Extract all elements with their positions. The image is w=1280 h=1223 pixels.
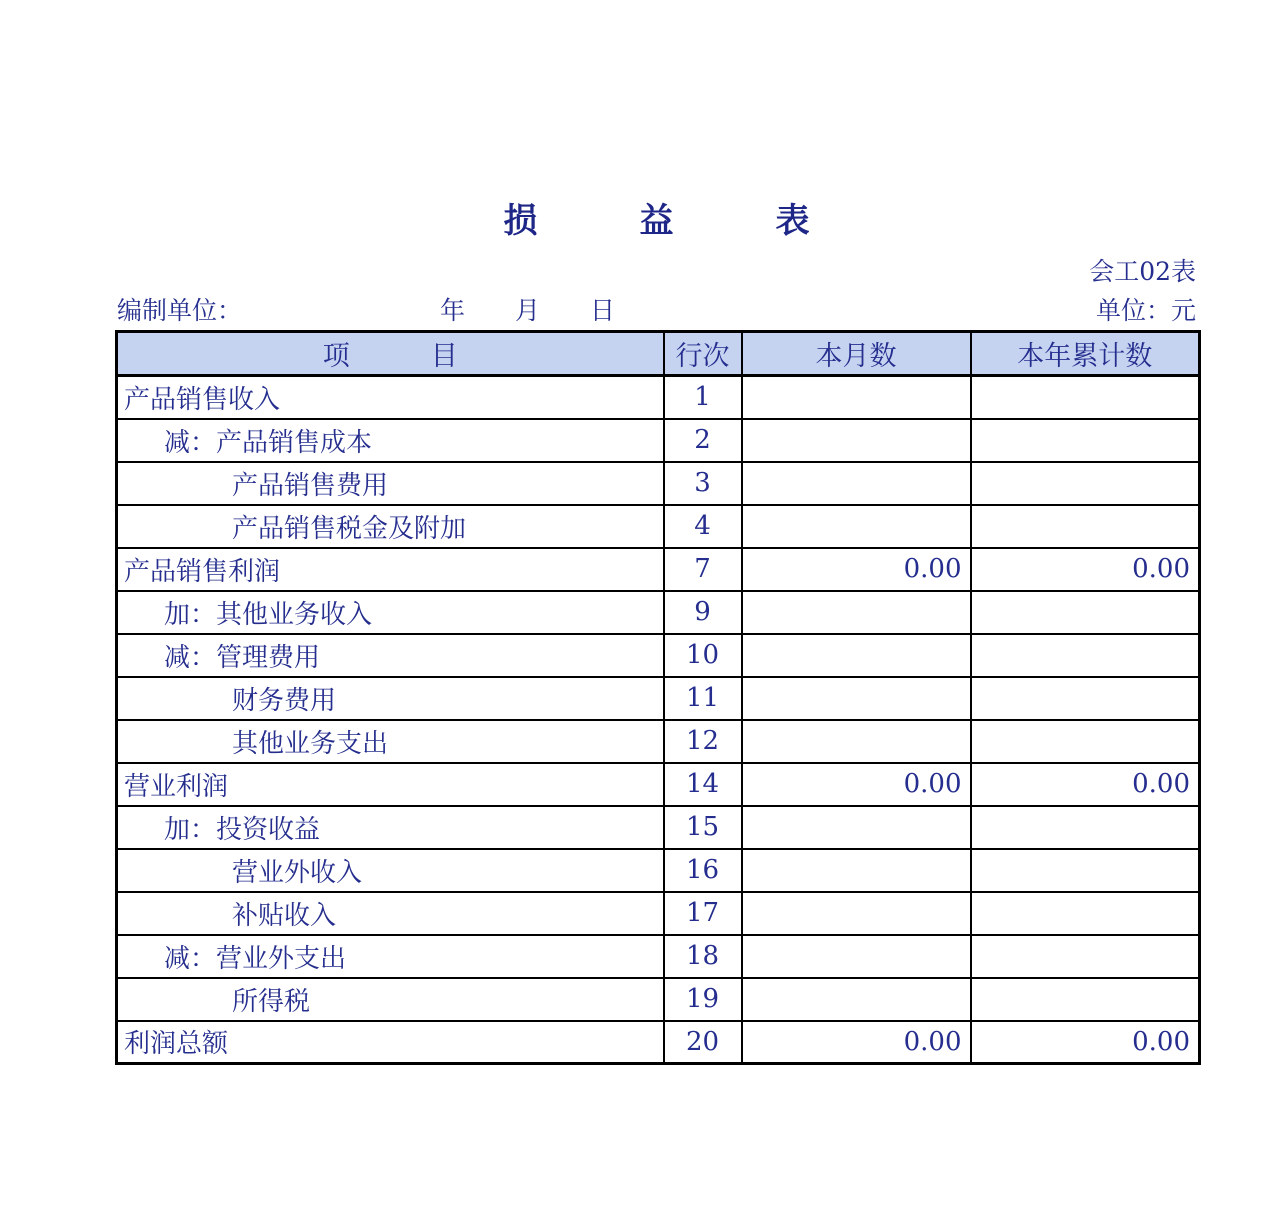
row-month-value[interactable]: 0.00 bbox=[742, 548, 971, 591]
row-line-number: 2 bbox=[664, 419, 742, 462]
row-line-number: 19 bbox=[664, 978, 742, 1021]
row-line-number: 10 bbox=[664, 634, 742, 677]
row-line-number: 16 bbox=[664, 849, 742, 892]
table-row bbox=[117, 376, 1200, 419]
row-item-label: 减：产品销售成本 bbox=[117, 419, 664, 462]
row-ytd-value[interactable]: 0.00 bbox=[971, 1021, 1200, 1064]
row-month-value[interactable] bbox=[742, 376, 971, 419]
income-statement-sheet bbox=[115, 0, 1198, 1065]
row-ytd-value[interactable] bbox=[971, 720, 1200, 763]
meta-row bbox=[115, 294, 1198, 330]
table-row bbox=[117, 763, 1200, 806]
table-row bbox=[117, 849, 1200, 892]
row-month-value[interactable] bbox=[742, 720, 971, 763]
row-item-label: 产品销售税金及附加 bbox=[117, 505, 664, 548]
table-row bbox=[117, 677, 1200, 720]
row-ytd-value[interactable] bbox=[971, 806, 1200, 849]
row-month-value[interactable]: 0.00 bbox=[742, 1021, 971, 1064]
table-row bbox=[117, 892, 1200, 935]
col-header-current-month: 本月数 bbox=[742, 332, 971, 376]
row-item-label: 加：投资收益 bbox=[117, 806, 664, 849]
row-ytd-value[interactable] bbox=[971, 376, 1200, 419]
row-ytd-value[interactable] bbox=[971, 849, 1200, 892]
row-line-number: 14 bbox=[664, 763, 742, 806]
row-ytd-value[interactable] bbox=[971, 419, 1200, 462]
row-line-number: 11 bbox=[664, 677, 742, 720]
table-row bbox=[117, 806, 1200, 849]
page-title: 损 益 表 bbox=[503, 201, 810, 241]
row-ytd-value[interactable] bbox=[971, 978, 1200, 1021]
row-item-label: 减：管理费用 bbox=[117, 634, 664, 677]
col-header-year-to-date: 本年累计数 bbox=[971, 332, 1200, 376]
table-row bbox=[117, 419, 1200, 462]
row-item-label: 减：营业外支出 bbox=[117, 935, 664, 978]
row-month-value[interactable] bbox=[742, 935, 971, 978]
table-row bbox=[117, 634, 1200, 677]
row-line-number: 3 bbox=[664, 462, 742, 505]
table-row bbox=[117, 1021, 1200, 1064]
row-item-label: 营业利润 bbox=[117, 763, 664, 806]
row-ytd-value[interactable] bbox=[971, 892, 1200, 935]
row-month-value[interactable] bbox=[742, 634, 971, 677]
date-fields: 年 月 日 bbox=[440, 296, 616, 325]
row-line-number: 15 bbox=[664, 806, 742, 849]
row-line-number: 9 bbox=[664, 591, 742, 634]
row-ytd-value[interactable] bbox=[971, 634, 1200, 677]
row-month-value[interactable]: 0.00 bbox=[742, 763, 971, 806]
row-month-value[interactable] bbox=[742, 849, 971, 892]
table-row bbox=[117, 462, 1200, 505]
row-month-value[interactable] bbox=[742, 677, 971, 720]
table-row bbox=[117, 591, 1200, 634]
row-item-label: 加：其他业务收入 bbox=[117, 591, 664, 634]
row-month-value[interactable] bbox=[742, 806, 971, 849]
row-ytd-value[interactable] bbox=[971, 591, 1200, 634]
row-ytd-value[interactable] bbox=[971, 505, 1200, 548]
row-item-label: 补贴收入 bbox=[117, 892, 664, 935]
prepared-by-label: 编制单位： bbox=[117, 296, 243, 325]
row-ytd-value[interactable] bbox=[971, 677, 1200, 720]
row-line-number: 20 bbox=[664, 1021, 742, 1064]
row-month-value[interactable] bbox=[742, 462, 971, 505]
row-ytd-value[interactable] bbox=[971, 935, 1200, 978]
row-ytd-value[interactable]: 0.00 bbox=[971, 763, 1200, 806]
table-row bbox=[117, 935, 1200, 978]
table-row bbox=[117, 505, 1200, 548]
table-row bbox=[117, 720, 1200, 763]
table-row bbox=[117, 978, 1200, 1021]
row-item-label: 其他业务支出 bbox=[117, 720, 664, 763]
row-item-label: 利润总额 bbox=[117, 1021, 664, 1064]
header-row bbox=[117, 332, 1200, 376]
row-ytd-value[interactable]: 0.00 bbox=[971, 548, 1200, 591]
row-month-value[interactable] bbox=[742, 419, 971, 462]
row-ytd-value[interactable] bbox=[971, 462, 1200, 505]
row-item-label: 产品销售收入 bbox=[117, 376, 664, 419]
row-item-label: 产品销售利润 bbox=[117, 548, 664, 591]
row-month-value[interactable] bbox=[742, 892, 971, 935]
form-code: 会工02表 bbox=[1089, 257, 1196, 286]
row-item-label: 产品销售费用 bbox=[117, 462, 664, 505]
unit-label: 单位：元 bbox=[1095, 296, 1196, 325]
col-header-line-number: 行次 bbox=[664, 332, 742, 376]
row-line-number: 18 bbox=[664, 935, 742, 978]
row-line-number: 12 bbox=[664, 720, 742, 763]
row-item-label: 财务费用 bbox=[117, 677, 664, 720]
row-item-label: 所得税 bbox=[117, 978, 664, 1021]
row-line-number: 7 bbox=[664, 548, 742, 591]
row-item-label: 营业外收入 bbox=[117, 849, 664, 892]
table-row bbox=[117, 548, 1200, 591]
row-line-number: 4 bbox=[664, 505, 742, 548]
income-statement-table bbox=[115, 330, 1201, 1065]
col-header-item: 项 目 bbox=[117, 332, 664, 376]
row-month-value[interactable] bbox=[742, 978, 971, 1021]
row-month-value[interactable] bbox=[742, 505, 971, 548]
row-line-number: 1 bbox=[664, 376, 742, 419]
row-month-value[interactable] bbox=[742, 591, 971, 634]
row-line-number: 17 bbox=[664, 892, 742, 935]
